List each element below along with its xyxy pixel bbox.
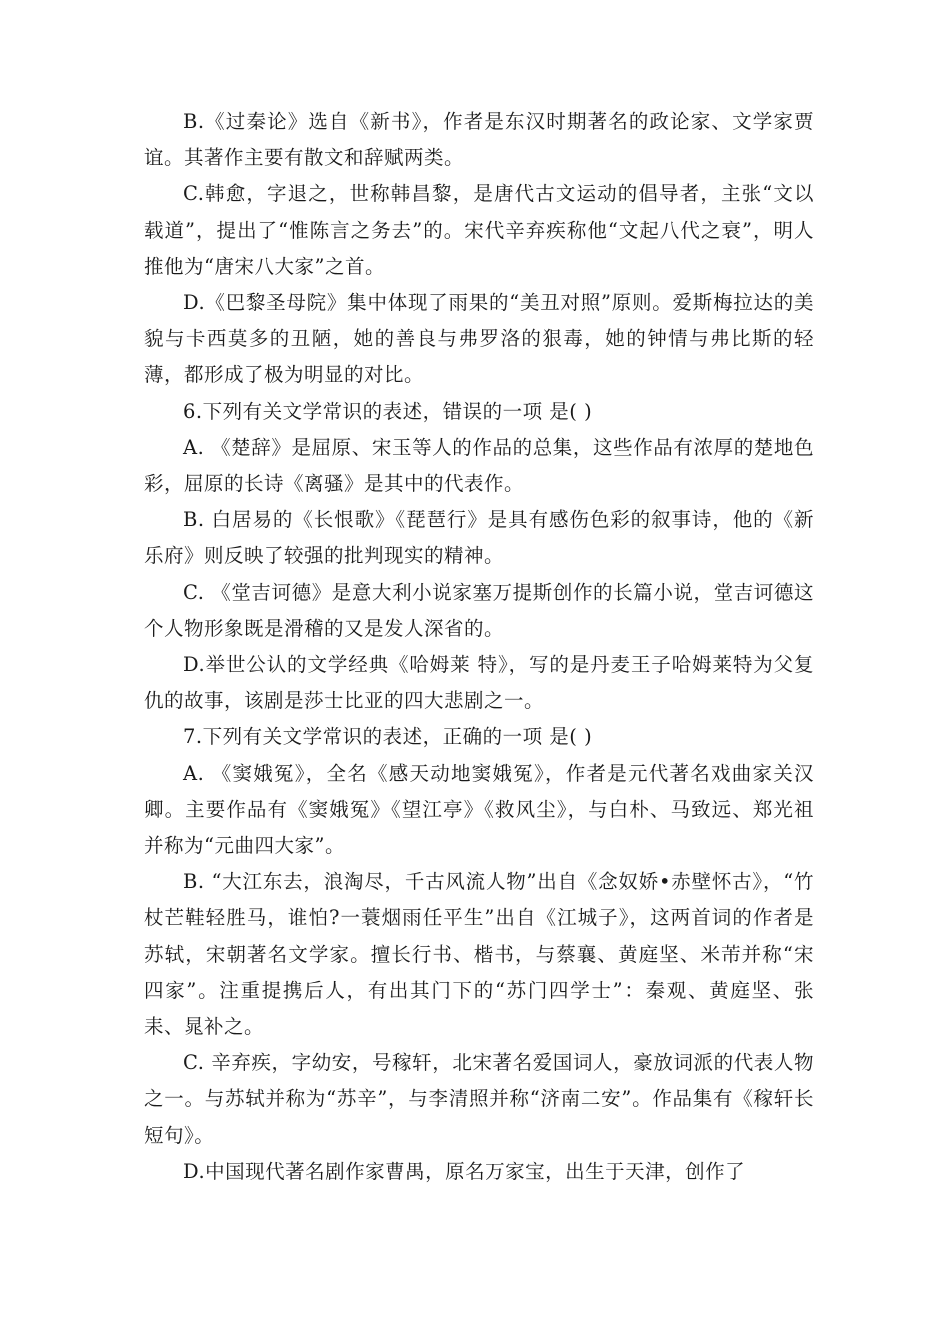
question-6-option-d: D.举世公认的文学经典《哈姆莱 特》，写的是丹麦王子哈姆莱特为父复仇的故事，该剧是莎士比亚的四大悲剧之一。: [144, 653, 814, 713]
option-b-guoqinlun: B.《过秦论》选自《新书》，作者是东汉时期著名的政论家、文学家贾谊。其著作主要有散文和辞赋两类。: [144, 110, 814, 170]
question-6-option-b: B. 白居易的《长恨歌》《琵琶行》是具有感伤色彩的叙事诗，他的《新乐府》则反映了较强的批判现实的精神。: [144, 508, 814, 568]
option-c-hanyu: C.韩愈，字退之，世称韩昌黎，是唐代古文运动的倡导者，主张“文以载道”，提出了“惟陈言之务去”的。宋代辛弃疾称他“文起八代之衰”，明人推他为“唐宋八大家”之首。: [144, 182, 814, 278]
question-7-option-a: A. 《窦娥冤》，全名《感天动地窦娥冤》，作者是元代著名戏曲家关汉卿。主要作品有《窦娥冤》《望江亭》《救风尘》，与白朴、马致远、郑光祖并称为“元曲四大家”。: [144, 761, 814, 858]
question-7-option-c: C. 辛弃疾，字幼安，号稼轩，北宋著名爱国词人，豪放词派的代表人物之一。与苏轼并称为“苏辛”，与李清照并称“济南二安”。作品集有《稼轩长短句》。: [144, 1051, 814, 1147]
question-6-option-c: C. 《堂吉诃德》是意大利小说家塞万提斯创作的长篇小说，堂吉诃德这个人物形象既是滑稽的又是发人深省的。: [144, 580, 814, 640]
question-6-option-a: A. 《楚辞》是屈原、宋玉等人的作品的总集，这些作品有浓厚的楚地色彩，屈原的长诗《离骚》是其中的代表作。: [144, 435, 814, 496]
question-7-option-d: D.中国现代著名剧作家曹禺，原名万家宝，出生于天津，创作了: [183, 1159, 746, 1183]
document-page: [144, 104, 814, 1190]
question-6-stem: 6.下列有关文学常识的表述，错误的一项 是( ): [183, 399, 593, 423]
question-7-stem: 7.下列有关文学常识的表述，正确的一项 是( ): [183, 725, 593, 749]
option-d-notre-dame: D.《巴黎圣母院》集中体现了雨果的“美丑对照”原则。爱斯梅拉达的美貌与卡西莫多的丑陋，她的善良与弗罗洛的狠毒，她的钟情与弗比斯的轻薄，都形成了极为明显的对比。: [144, 291, 814, 387]
question-7-option-b: B. “大江东去，浪淘尽，千古风流人物”出自《念奴娇•赤壁怀古》，“竹杖芒鞋轻胜马，谁怕?一蓑烟雨任平生”出自《江城子》，这两首词的作者是苏轼，宋朝著名文学家。擅长行书、楷书，与蔡襄、黄庭坚、米芾并称“宋四家”。注重提携后人，有出其门下的“苏门四学士”：秦观、黄庭坚、张耒、晁补之。: [144, 870, 814, 1039]
